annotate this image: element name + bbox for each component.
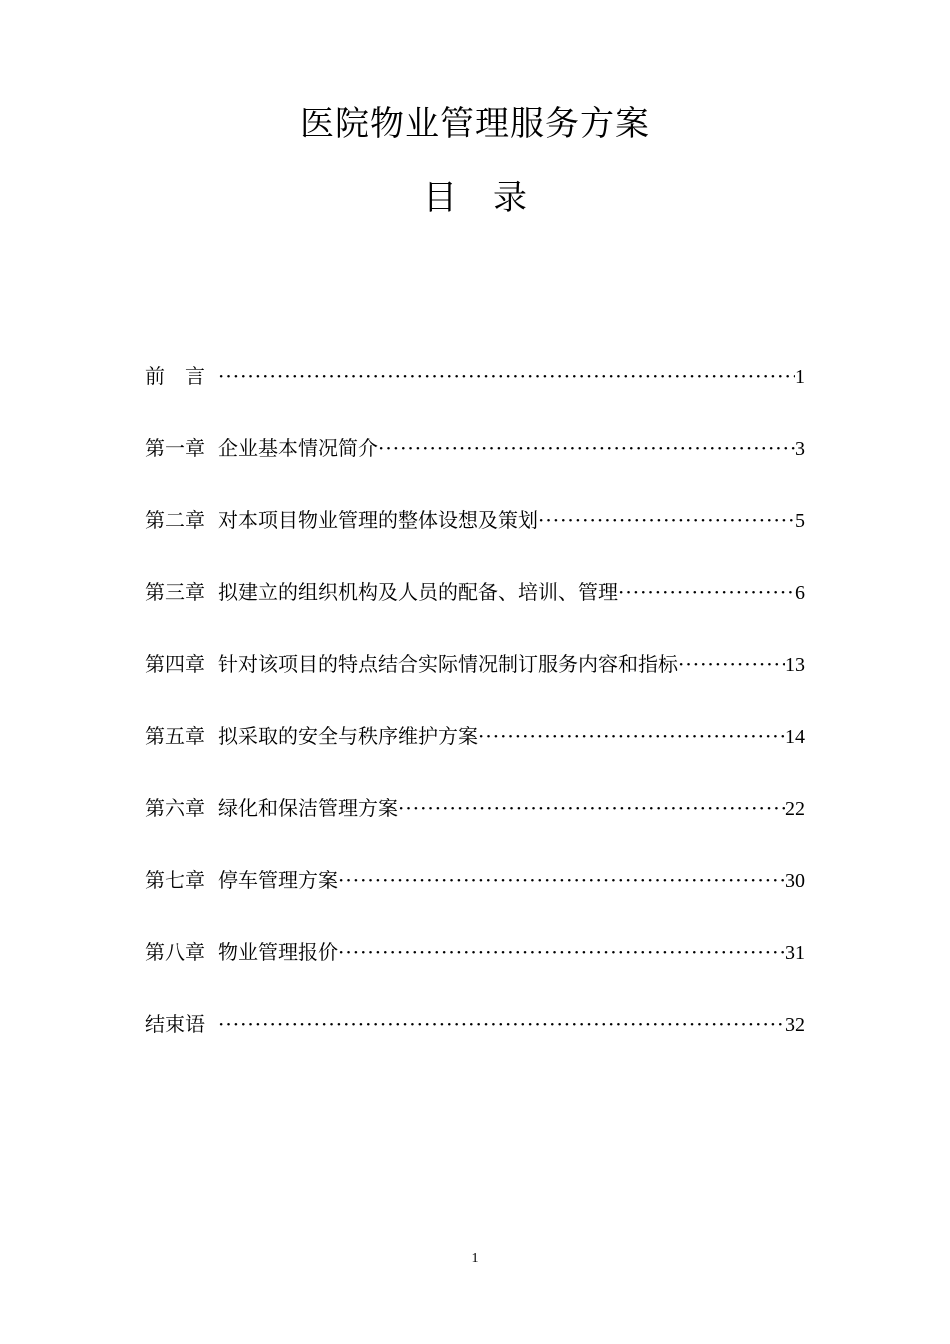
toc-entry-leader <box>538 504 795 536</box>
page-number: 1 <box>471 1251 479 1266</box>
toc-entry-title: 绿化和保洁管理方案 <box>218 796 398 820</box>
toc-entry-chapter: 第一章 <box>145 436 205 460</box>
toc-entry-title: 停车管理方案 <box>218 868 338 892</box>
toc-entry-page: 5 <box>795 510 805 532</box>
toc-entry[interactable] <box>145 576 805 648</box>
toc-entry[interactable] <box>145 360 805 432</box>
toc-entry-page: 22 <box>785 798 805 820</box>
toc-entry-leader <box>218 360 795 392</box>
toc-entry-page: 30 <box>785 870 805 892</box>
toc-entry-leader <box>378 432 795 464</box>
toc-entry-chapter: 第六章 <box>145 796 205 820</box>
toc-entry[interactable] <box>145 1008 805 1080</box>
toc-entry-page: 3 <box>795 438 805 460</box>
toc-entry-chapter: 第四章 <box>145 652 205 676</box>
toc-entry-leader <box>338 936 785 968</box>
table-of-contents <box>145 360 805 1080</box>
toc-heading-right-char: 录 <box>493 178 527 218</box>
toc-entry-chapter: 前 言 <box>145 364 205 388</box>
toc-entry-page: 32 <box>785 1014 805 1036</box>
toc-entry[interactable] <box>145 864 805 936</box>
toc-entry-leader <box>398 792 785 824</box>
toc-entry[interactable] <box>145 432 805 504</box>
toc-entry-chapter: 结束语 <box>145 1012 205 1036</box>
toc-entry-page: 1 <box>795 366 805 388</box>
toc-entry[interactable] <box>145 792 805 864</box>
toc-entry-leader <box>678 648 785 680</box>
toc-entry-leader <box>478 720 785 752</box>
toc-entry-chapter: 第三章 <box>145 580 205 604</box>
toc-heading <box>0 176 950 220</box>
toc-entry-leader <box>618 576 795 608</box>
toc-entry-title: 对本项目物业管理的整体设想及策划 <box>218 508 538 532</box>
toc-entry-leader <box>338 864 785 896</box>
toc-heading-left-char: 目 <box>423 178 457 218</box>
toc-entry-title: 拟建立的组织机构及人员的配备、培训、管理 <box>218 580 618 604</box>
toc-entry-title: 企业基本情况简介 <box>218 436 378 460</box>
toc-entry-leader <box>218 1008 785 1040</box>
toc-entry-title: 针对该项目的特点结合实际情况制订服务内容和指标 <box>218 652 678 676</box>
toc-entry-chapter: 第五章 <box>145 724 205 748</box>
toc-entry-page: 6 <box>795 582 805 604</box>
toc-entry-chapter: 第八章 <box>145 940 205 964</box>
toc-entry[interactable] <box>145 720 805 792</box>
toc-entry[interactable] <box>145 936 805 1008</box>
toc-entry[interactable] <box>145 648 805 720</box>
toc-entry-chapter: 第七章 <box>145 868 205 892</box>
toc-entry-chapter: 第二章 <box>145 508 205 532</box>
toc-entry[interactable] <box>145 504 805 576</box>
toc-entry-page: 13 <box>785 654 805 676</box>
toc-entry-page: 14 <box>785 726 805 748</box>
document-title: 医院物业管理服务方案 <box>300 104 650 144</box>
toc-entry-title: 物业管理报价 <box>218 940 338 964</box>
toc-entry-page: 31 <box>785 942 805 964</box>
toc-entry-title: 拟采取的安全与秩序维护方案 <box>218 724 478 748</box>
